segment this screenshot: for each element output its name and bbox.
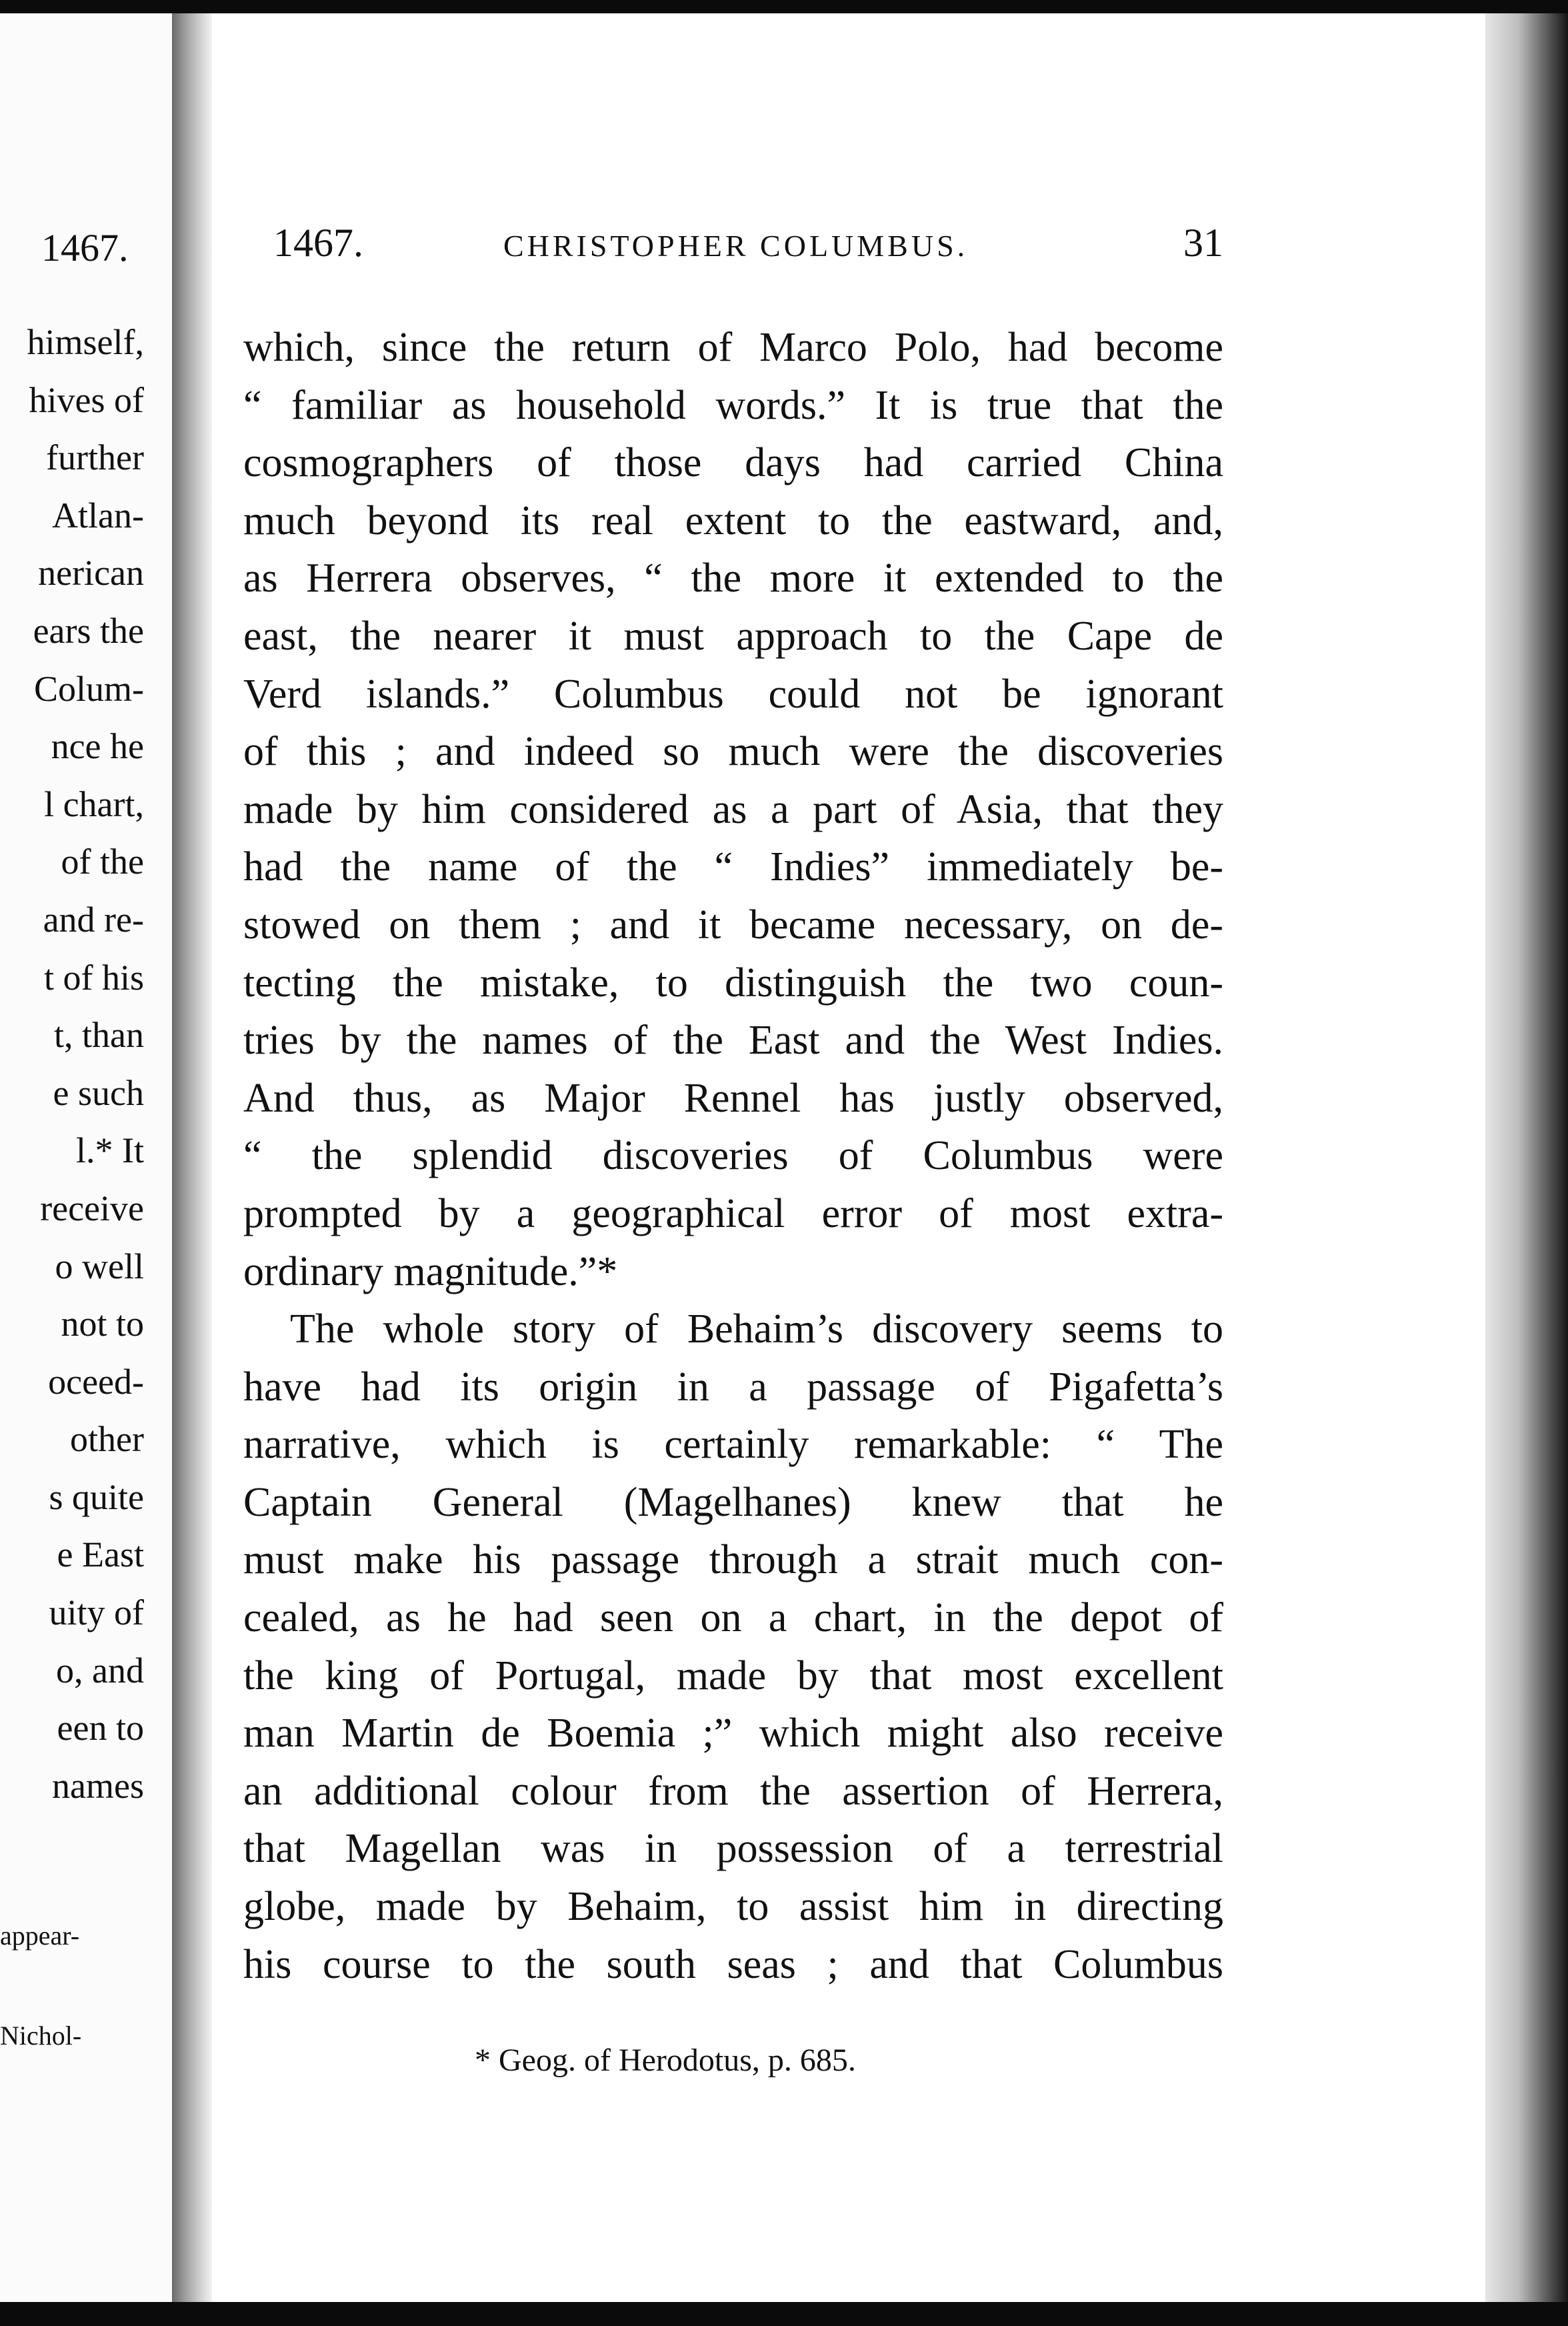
left-page-line-fragment: l.* It xyxy=(76,1130,144,1171)
left-page-line-fragment: ears the xyxy=(33,610,144,651)
left-page-text-fragments xyxy=(27,313,144,1815)
body-text xyxy=(243,319,1223,1993)
text-line: cosmographers of those days had carried China xyxy=(243,440,1223,486)
text-line: of this ; and indeed so much were the discoveries xyxy=(243,729,1223,775)
left-page-running-year: 1467. xyxy=(41,226,129,269)
text-line: which, since the return of Marco Polo, had become xyxy=(243,325,1223,370)
book-gutter-shadow xyxy=(172,13,212,2302)
text-line: his course to the south seas ; and that Columbus xyxy=(243,1941,1223,1987)
left-page-footnote-fragments xyxy=(0,1886,81,2086)
text-line: The whole story of Behaim’s discovery seems to xyxy=(290,1306,1223,1352)
text-line: tries by the names of the East and the West Indies. xyxy=(243,1018,1223,1064)
left-page-line-fragment: een to xyxy=(57,1708,144,1749)
page-edge-shadow xyxy=(1485,13,1568,2302)
left-page-line-fragment: t, than xyxy=(54,1015,144,1056)
paragraph-1 xyxy=(243,319,1223,1300)
left-page-line-fragment: not to xyxy=(61,1304,144,1344)
text-line: an additional colour from the assertion of Herrera, xyxy=(243,1768,1223,1814)
left-page-line-fragment: hives of xyxy=(29,379,144,420)
running-head-title: CHRISTOPHER COLUMBUS. xyxy=(503,229,969,263)
text-line: “ familiar as household words.” It is true that the xyxy=(243,382,1223,428)
scan-top-border xyxy=(0,0,1568,13)
text-line: narrative, which is certainly remarkable: “ The xyxy=(243,1422,1223,1468)
text-line: tecting the mistake, to distinguish the two coun- xyxy=(243,960,1223,1006)
left-page-line-fragment: uity of xyxy=(49,1592,144,1633)
left-page-line-fragment: nerican xyxy=(38,553,144,594)
left-page-line-fragment: nce he xyxy=(51,726,144,767)
paragraph-2 xyxy=(243,1300,1223,1993)
left-page-line-fragment: names xyxy=(52,1765,144,1806)
text-line: ordinary magnitude.”* xyxy=(243,1248,618,1294)
text-line: must make his passage through a strait much con- xyxy=(243,1537,1223,1583)
page-number: 31 xyxy=(1183,221,1223,265)
left-page-line-fragment: and re- xyxy=(43,899,144,940)
text-line: made by him considered as a part of Asia, that they xyxy=(243,786,1223,832)
left-page-line-fragment: himself, xyxy=(27,322,144,362)
text-line: stowed on them ; and it became necessary, on de- xyxy=(243,902,1223,948)
text-line: prompted by a geographical error of most extra- xyxy=(243,1190,1223,1236)
left-page-line-fragment: further xyxy=(46,437,144,478)
text-line: man Martin de Boemia ;” which might also receive xyxy=(243,1710,1223,1757)
left-page-line-fragment: l chart, xyxy=(44,784,144,824)
running-head-year: 1467. xyxy=(273,221,363,265)
running-head xyxy=(273,220,1223,273)
text-line: globe, made by Behaim, to assist him in directing xyxy=(243,1884,1223,1930)
text-line: “ the splendid discoveries of Columbus were xyxy=(243,1133,1223,1179)
text-line: that Magellan was in possession of a terrestrial xyxy=(243,1826,1223,1872)
left-page-line-fragment: Colum- xyxy=(33,668,144,709)
left-page-line-fragment: s quite xyxy=(49,1476,144,1517)
text-line: east, the nearer it must approach to the Cape de xyxy=(243,613,1223,659)
left-page-line-fragment: t of his xyxy=(43,957,144,998)
text-line: cealed, as he had seen on a chart, in the depot of xyxy=(243,1595,1223,1641)
left-page-footnote-fragment: appear- xyxy=(0,1921,80,1951)
left-page-line-fragment: of the xyxy=(61,842,144,882)
text-line: Verd islands.” Columbus could not be ignorant xyxy=(243,671,1223,717)
text-line: have had its origin in a passage of Pigafetta’s xyxy=(243,1364,1223,1410)
text-line: as Herrera observes, “ the more it extended to the xyxy=(243,555,1223,602)
text-line: Captain General (Magelhanes) knew that he xyxy=(243,1479,1223,1525)
left-page-line-fragment: oceed- xyxy=(48,1361,144,1402)
left-page-line-fragment: receive xyxy=(40,1188,144,1228)
scan-bottom-border xyxy=(0,2302,1568,2326)
left-page-line-fragment: Atlan- xyxy=(52,495,144,535)
left-page-line-fragment: o, and xyxy=(56,1650,144,1690)
text-line: the king of Portugal, made by that most excellent xyxy=(243,1652,1223,1698)
footnote: * Geog. of Herodotus, p. 685. xyxy=(475,2043,856,2078)
left-page-line-fragment: e such xyxy=(53,1072,144,1113)
text-line: much beyond its real extent to the eastward, and, xyxy=(243,497,1223,543)
text-line: And thus, as Major Rennel has justly observed, xyxy=(243,1075,1223,1121)
left-page-line-fragment: o well xyxy=(55,1246,144,1286)
left-page-footnote-fragment: Nichol- xyxy=(0,2021,82,2051)
left-page-line-fragment: e East xyxy=(57,1534,144,1575)
left-page-line-fragment: other xyxy=(70,1419,144,1460)
left-page xyxy=(0,13,173,2302)
text-line: had the name of the “ Indies” immediately be- xyxy=(243,844,1223,890)
